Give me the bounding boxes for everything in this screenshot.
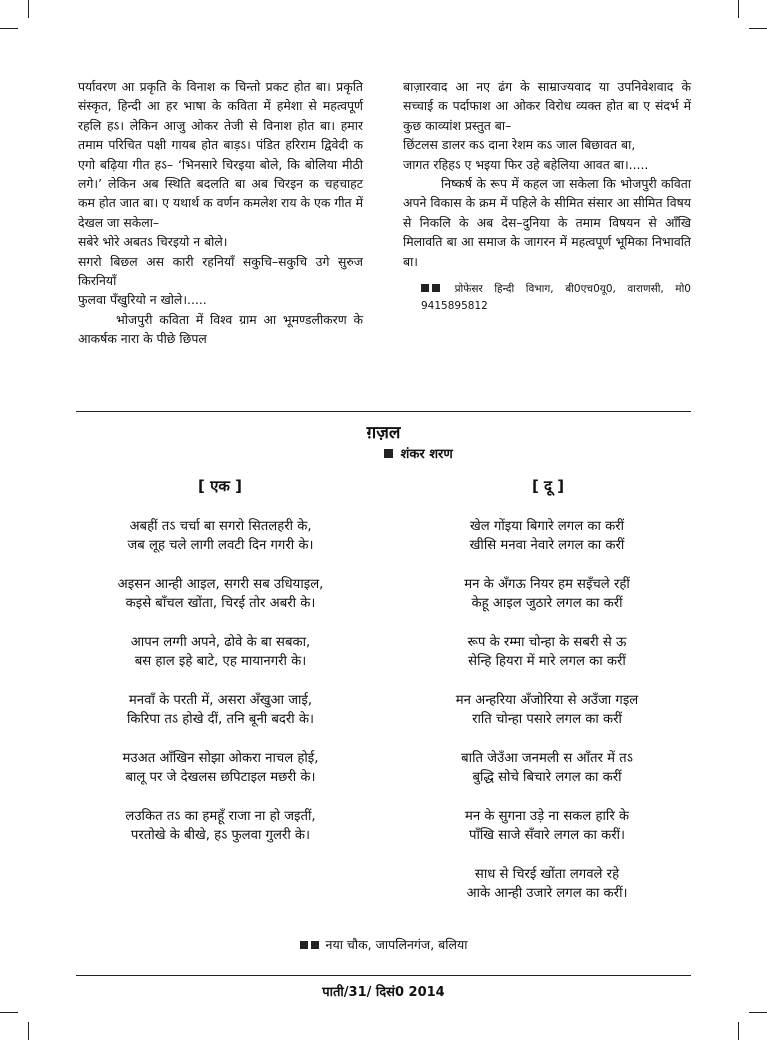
quote-line: जागत रहिहऽ ए भइया फिर उहे बहेलिया आवत बा।..... — [403, 156, 649, 172]
article-paragraph: पर्यावरण आ प्रकृति के विनाश क चिन्तो प्रकट होत बा। प्रकृति संस्कृत, हिन्दी आ हर भाषा के कविता में हमेशा से महत्वपूर्ण रहलि हऽ। लेकिन आजु ओकर तेजी से विनाश होत बा। हमार तमाम परिचित पक्षी गायब होत बाड़ऽ। पंडित हरिराम द्विवेदी क एगो बढ़िया गीत हऽ– ‘भिनसारे चिरइया बोले, कि बोलिया मीठी लगे।’ लेकिन अब स्थिति बदलति बा अब चिरइन क चहचाहट कम होत जात बा। ए यथार्थ क वर्णन कमलेश राय के एक गीत में देखल जा सकेला– — [78, 79, 363, 230]
crop-mark — [749, 28, 767, 29]
article-right-column — [403, 77, 691, 315]
couplet — [403, 633, 691, 671]
crop-mark — [28, 0, 29, 18]
verse-line: केहू आइल जुठारे लगल का करीं — [471, 596, 623, 611]
crop-mark — [0, 1012, 18, 1013]
square-bullet-icon — [421, 284, 429, 292]
verse-line: पाँखि साजे सँवारे लगल का करीं। — [468, 828, 626, 843]
couplet — [403, 807, 691, 845]
couplet — [78, 633, 363, 671]
author-credit: प्रोफेसर हिन्दी विभाग, बी0एच0यू0, वाराणसी, मो0 9415895812 — [421, 283, 691, 313]
verse-line: साध से चिरई खोंता लगवले रहे — [474, 867, 620, 882]
section-divider — [76, 411, 691, 412]
verse-line: रूप के रम्मा चोन्हा के सबरी से ऊ — [467, 635, 627, 650]
couplet — [78, 749, 363, 787]
verse-line: परतोखे के बीखे, हऽ फुलवा गुलरी के। — [130, 828, 311, 843]
verse-line: किरिपा तऽ होखे दीं, तनि बूनी बदरी के। — [126, 712, 315, 727]
verse-line: लउकित तऽ का हमहूँ राजा ना हो जइतीं, — [125, 809, 316, 824]
verse-line: जब लूह चले लागी लवटी दिन गगरी के। — [127, 538, 314, 553]
square-bullet-icon — [432, 284, 440, 292]
verse-line: सेन्हि हियरा में मारे लगल का करीं — [468, 654, 626, 669]
couplet — [403, 865, 691, 903]
square-bullet-icon — [300, 941, 308, 949]
couplet — [78, 691, 363, 729]
square-bullet-icon — [384, 449, 393, 458]
footer-divider — [76, 975, 691, 976]
crop-mark — [738, 0, 739, 18]
couplet — [78, 807, 363, 845]
ghazal-part-one — [78, 517, 363, 865]
article-paragraph: निष्कर्ष के रूप में कहल जा सकेला कि भोजपुरी कविता अपने विकास के क्रम में पहिले के सीमित संसार आ सीमित विषय से निकलि के अब देस–दुनिया के तमाम विषयन से आँखि मिलावति बा आ समाज के जागरन में महत्वपूर्ण भूमिका निभावति बा। — [403, 176, 691, 269]
article-paragraph: बाज़ारवाद आ नए ढंग के साम्राज्यवाद या उपनिवेशवाद के सच्चाई क पर्दाफाश आ ओकर विरोध व्यक्त होत बा ए संदर्भ में कुछ काव्यांश प्रस्तुत बा– — [403, 79, 691, 133]
verse-line: खेल गोंइया बिगारे लगल का करीं — [469, 519, 625, 534]
couplet — [403, 517, 691, 555]
crop-mark — [738, 1022, 739, 1040]
quote-line: सबेरे भोरे अबतऽ चिरइयो न बोले। — [78, 234, 228, 250]
ghazal-part-two — [403, 517, 691, 923]
article-paragraph: भोजपुरी कविता में विश्व ग्राम आ भूमण्डलीकरण के आकर्षक नारा के पीछे छिपल — [78, 311, 363, 347]
couplet — [403, 691, 691, 729]
verse-line: बुद्धि सोचे बिचारे लगल का करीं — [472, 770, 622, 785]
verse-line: आपन लग्गी अपने, ढोवे के बा सबका, — [130, 635, 311, 650]
verse-line: खीसि मनवा नेवारे लगल का करीं — [469, 538, 625, 553]
verse-line: मउअत आँखिन सोझा ओकरा नाचल होई, — [122, 751, 319, 766]
article-left-column — [78, 77, 363, 349]
verse-line: अइसन आन्ही आइल, सगरी सब उधियाइल, — [117, 577, 324, 592]
crop-mark — [0, 28, 18, 29]
crop-mark — [749, 1012, 767, 1013]
quote-line: सगरो बिछल अस कारी रहनियाँ सकुचि–सकुचि उगे सुरुज किरनियाँ — [78, 253, 363, 289]
couplet — [78, 517, 363, 555]
ghazal-title: ग़ज़ल — [366, 423, 401, 443]
verse-line: मनवाँ के परती में, असरा अँखुआ जाई, — [128, 693, 313, 708]
verse-line: मन अन्हरिया अँजोरिया से अउँजा गइल — [455, 693, 639, 708]
crop-mark — [28, 1022, 29, 1040]
quote-line: छिंटलस डालर कऽ दाना रेशम कऽ जाल बिछावत बा, — [403, 137, 636, 153]
couplet — [403, 575, 691, 613]
square-bullet-icon — [311, 941, 319, 949]
verse-line: मन के अँगऊ नियर हम सइँचले रहीं — [464, 577, 630, 592]
couplet — [403, 749, 691, 787]
verse-line: बाति जेउँआ जनमली स आँतर में तऽ — [461, 751, 633, 766]
verse-line: राति चोन्हा पसारे लगल का करीं — [472, 712, 622, 727]
verse-line: कइसे बाँचल खोंता, चिरई तोर अबरी के। — [125, 596, 316, 611]
part-two-heading: [ दू ] — [531, 477, 565, 495]
verse-line: अबहीं तऽ चर्चा बा सगरो सितलहरी के, — [129, 519, 312, 534]
ghazal-author: शंकर शरण — [384, 444, 453, 462]
quote-line: फुलवा पँखुरियो न खोले।..... — [78, 292, 207, 308]
verse-line: बस हाल इहे बाटे, एह मायानगरी के। — [134, 654, 307, 669]
couplet — [78, 575, 363, 613]
verse-line: बालू पर जे देखलस छपिटाइल मछरी के। — [125, 770, 316, 785]
part-one-heading: [ एक ] — [198, 477, 242, 495]
verse-line: मन के सुगना उड़े ना सकल हारि के — [464, 809, 630, 824]
poet-address: नया चौक, जापलिनगंज, बलिया — [0, 936, 767, 953]
verse-line: आके आन्ही उजारे लगल का करीं। — [466, 886, 628, 901]
page-footer: पाती/31/ दिसं0 2014 — [322, 985, 445, 1000]
